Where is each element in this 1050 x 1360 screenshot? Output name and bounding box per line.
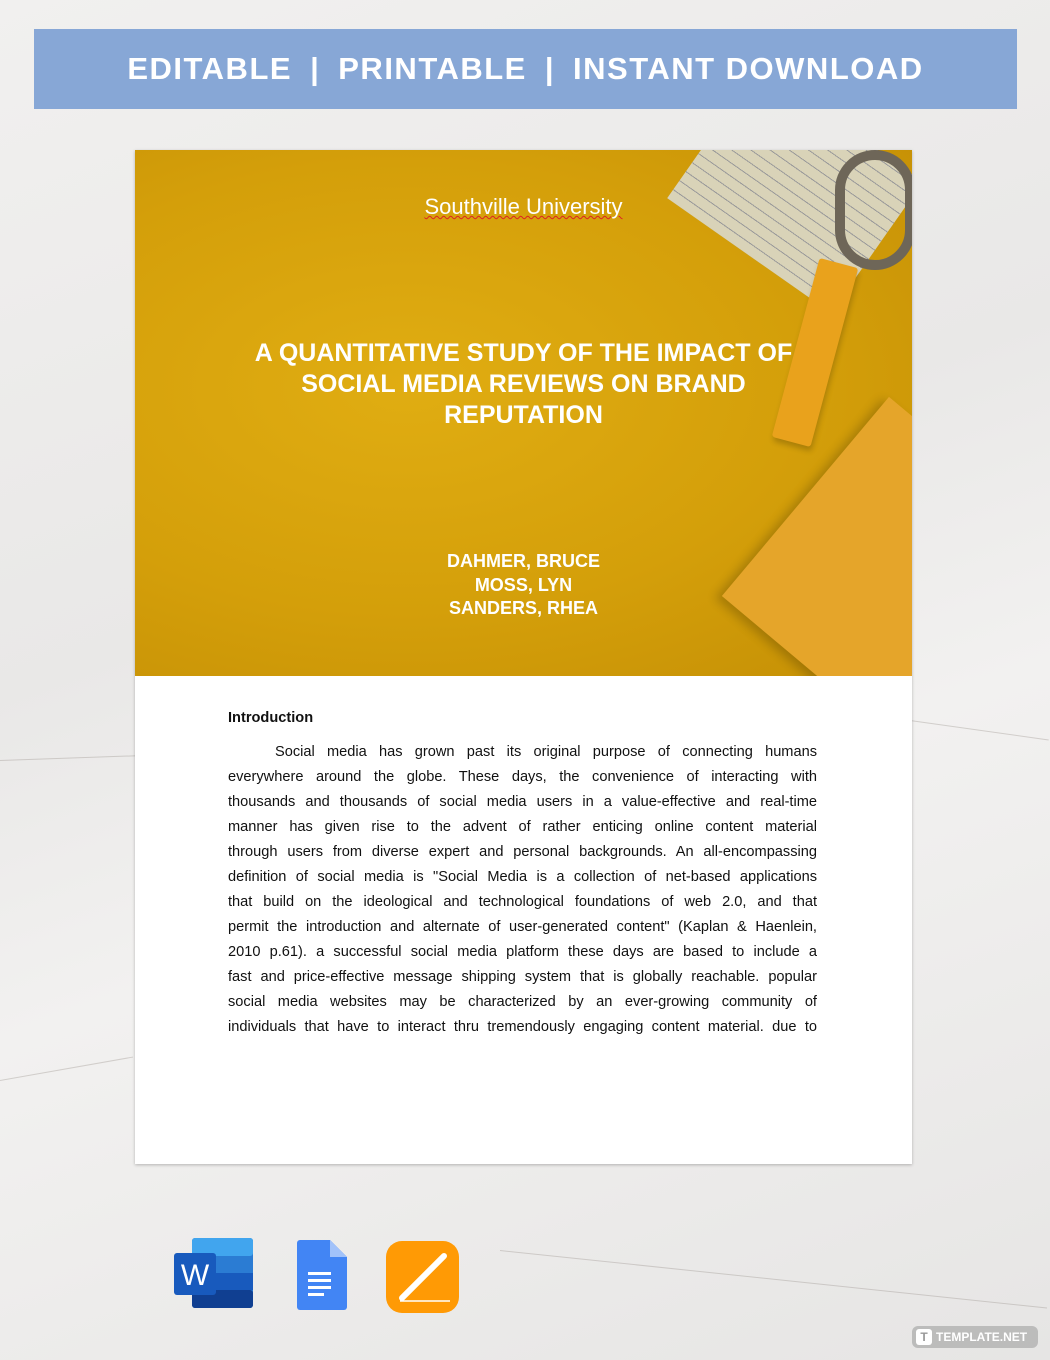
feature-banner — [34, 29, 1017, 109]
section-heading: Introduction — [228, 710, 314, 726]
paragraph-line: social media websites may be characterized by an ever-growing community of — [228, 994, 817, 1010]
paragraph-line: fast and price-effective message shipping system that is globally reachable. popular — [228, 969, 817, 985]
paragraph-line: that build on the ideological and technological foundations of web 2.0, and that — [228, 894, 817, 910]
paragraph-line: definition of social media is "Social Media is a collection of net-based applications — [228, 869, 817, 885]
watermark: T TEMPLATE.NET — [912, 1326, 1038, 1348]
author: MOSS, LYN — [474, 574, 573, 595]
paragraph-line: permit the introduction and alternate of user-generated content" (Kaplan & Haenlein, — [228, 919, 817, 935]
paragraph-line: individuals that have to interact thru tremendously engaging content material. due to — [228, 1019, 817, 1035]
format-icons — [174, 1238, 474, 1318]
word-icon — [174, 1238, 253, 1308]
document-preview — [135, 150, 912, 1164]
paragraph — [228, 740, 817, 1040]
document-title: A QUANTITATIVE STUDY OF THE IMPACT OF SOCIAL MEDIA REVIEWS ON BRAND REPUTATION — [254, 339, 793, 429]
cover-image — [135, 150, 912, 676]
google-docs-icon — [297, 1240, 347, 1310]
document-body — [228, 710, 817, 1040]
banner-separator: | — [544, 51, 556, 86]
banner-printable: PRINTABLE — [338, 51, 527, 86]
university-name: Southville University — [424, 194, 623, 219]
author: SANDERS, RHEA — [448, 598, 599, 618]
paragraph-line: Social media has grown past its original purpose of connecting humans — [275, 744, 817, 760]
paragraph-line: thousands and thousands of social media users in a value-effective and real-time — [228, 794, 817, 810]
banner-separator: | — [310, 51, 321, 86]
paragraph-line: everywhere around the globe. These days, the convenience of interacting with — [228, 769, 817, 785]
svg-text:W: W — [180, 1259, 210, 1292]
paragraph-line: through users from diverse expert and personal backgrounds. An all-encompassing — [228, 844, 817, 860]
paragraph-line: manner has given rise to the advent of rather enticing online content material — [228, 819, 817, 835]
envelope-decoration — [722, 397, 912, 676]
paragraph-line: 2010 p.61). a successful social media platform these days are based to include a — [228, 944, 817, 960]
author: DAHMER, BRUCE — [447, 551, 600, 571]
authors — [135, 550, 912, 621]
pages-icon — [386, 1241, 459, 1313]
banner-instant-download: INSTANT DOWNLOAD — [573, 51, 924, 86]
banner-editable: EDITABLE — [127, 51, 293, 86]
